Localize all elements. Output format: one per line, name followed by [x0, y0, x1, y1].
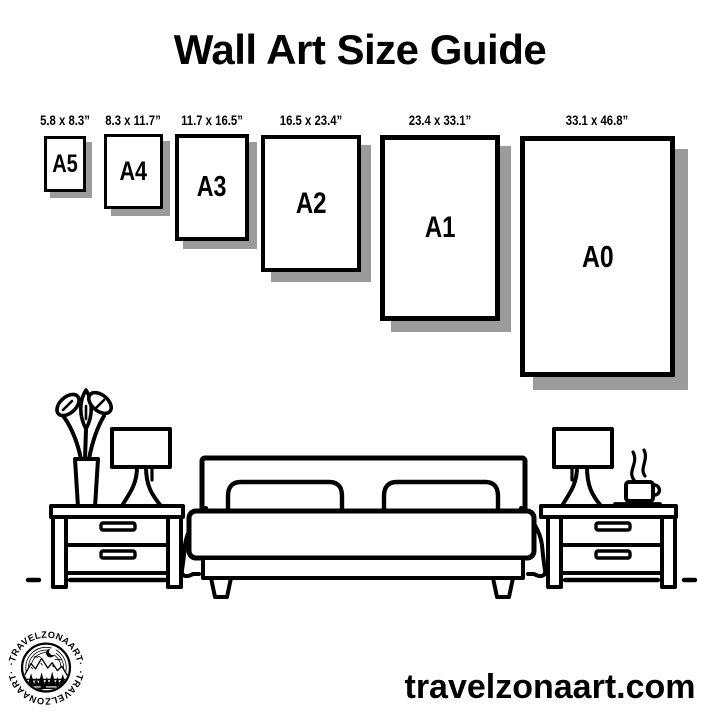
mattress: [189, 511, 534, 558]
size-dimensions-a5: 5.8 x 8.3”: [40, 113, 90, 128]
size-code-a2: A2: [295, 186, 327, 220]
table-lamp-right: [554, 429, 612, 506]
pillow-right: [384, 482, 498, 513]
size-code-a0: A0: [581, 239, 614, 274]
logo-arc-text-top: ·TRAVELZONAART·: [6, 629, 86, 667]
bed-leg: [211, 578, 231, 597]
cup-body: [626, 482, 653, 501]
plant-vase: [53, 389, 115, 507]
size-frame-a4: [104, 134, 163, 209]
brand-logo: [2, 624, 90, 712]
size-dimensions-a4: 8.3 x 11.7”: [105, 113, 161, 128]
vase-icon: [75, 459, 98, 507]
nightstand-right: [541, 506, 676, 587]
size-frame-a5: [44, 136, 86, 192]
size-code-a1: A1: [424, 211, 456, 244]
bed-base: [203, 558, 523, 578]
steam-icon: [632, 452, 635, 480]
size-frame-a0: [520, 136, 675, 377]
page-title: Wall Art Size Guide: [173, 26, 547, 73]
size-code-a4: A4: [119, 156, 148, 186]
bed: [182, 458, 545, 597]
lamp-shade: [554, 429, 612, 467]
pillow-left: [228, 482, 342, 513]
website-url: travelzonaart.com: [404, 668, 696, 706]
size-dimensions-a1: 23.4 x 33.1”: [408, 113, 472, 128]
size-dimensions-a0: 33.1 x 46.8”: [565, 113, 629, 128]
size-frame-a2: [261, 135, 361, 272]
size-dimensions-a3: 11.7 x 16.5”: [181, 113, 243, 128]
size-code-a5: A5: [52, 149, 78, 178]
size-dimensions-a2: 16.5 x 23.4”: [279, 113, 343, 128]
size-code-a3: A3: [197, 171, 227, 203]
lamp-shade: [112, 429, 170, 467]
steam-icon: [643, 450, 645, 476]
nightstand-left: [51, 506, 183, 587]
lamp-base: [562, 467, 601, 506]
bed-leg: [493, 578, 513, 597]
logo-arc-text-bottom: ·TRAVELZONAART·: [6, 669, 86, 707]
size-frame-a3: [175, 134, 249, 241]
bedroom-scene-illustration: [0, 380, 720, 602]
lamp-base: [122, 467, 161, 506]
coffee-cup: [615, 450, 660, 504]
size-frame-a1: [380, 135, 500, 321]
table-lamp-left: [112, 429, 170, 506]
